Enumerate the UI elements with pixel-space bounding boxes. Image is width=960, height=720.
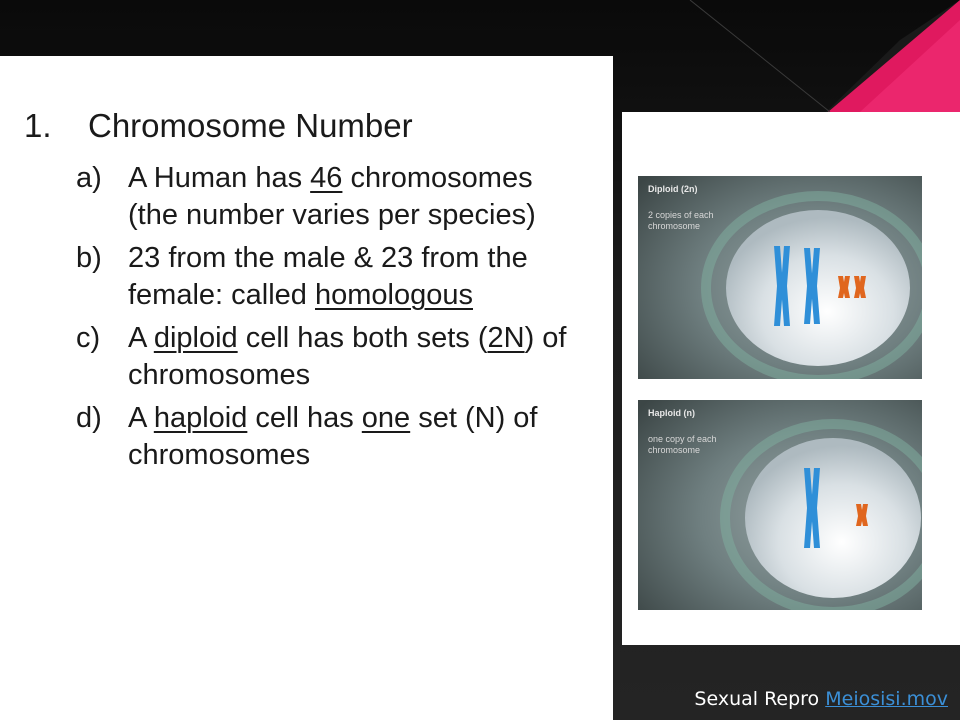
underlined-term: haploid [153, 402, 248, 434]
video-caption [694, 688, 948, 710]
heading-number: 1. [24, 107, 52, 144]
list-item [76, 160, 596, 234]
heading-title: Chromosome Number [88, 107, 413, 144]
text-run: chromosomes (the number varies per species) [128, 162, 536, 231]
item-label: d) [76, 402, 102, 434]
video-link[interactable]: Meiosisi.mov [825, 688, 948, 710]
diploid-title: Diploid (2n) [648, 184, 698, 194]
text-run: cell has [247, 402, 362, 434]
item-label: a) [76, 162, 102, 194]
list-item [76, 240, 596, 314]
list-item [76, 320, 596, 394]
text-run: A [128, 402, 154, 434]
text-run: cell has both sets ( [237, 322, 488, 354]
haploid-cell-illustration [638, 400, 922, 610]
item-text [128, 320, 568, 394]
bullet-list [76, 160, 596, 480]
text-run: A Human has [128, 162, 311, 194]
text-run: A [128, 322, 154, 354]
item-text [128, 400, 568, 474]
item-text [128, 160, 568, 234]
text-run: set (N) of chromosomes [128, 402, 538, 471]
diploid-cell-image [638, 176, 922, 379]
item-label: c) [76, 322, 101, 354]
text-run: ) of chromosomes [128, 322, 567, 391]
item-label: b) [76, 242, 102, 274]
caption-text: Sexual Repro [694, 688, 826, 710]
text-run: 23 from the male & 23 from the female: called [128, 242, 528, 311]
underlined-term: 46 [310, 162, 343, 194]
haploid-caption: one copy of each chromosome [648, 434, 717, 455]
underlined-term: 2N [487, 322, 525, 354]
diploid-cell-illustration [638, 176, 922, 379]
underlined-term: homologous [315, 279, 473, 311]
underlined-term: diploid [153, 322, 238, 354]
haploid-title: Haploid (n) [648, 408, 695, 418]
haploid-cell-image [638, 400, 922, 610]
underlined-term: one [361, 402, 411, 434]
diploid-caption: 2 copies of each chromosome [648, 210, 714, 231]
slide-heading [24, 107, 413, 145]
list-item [76, 400, 596, 474]
item-text [128, 240, 568, 314]
